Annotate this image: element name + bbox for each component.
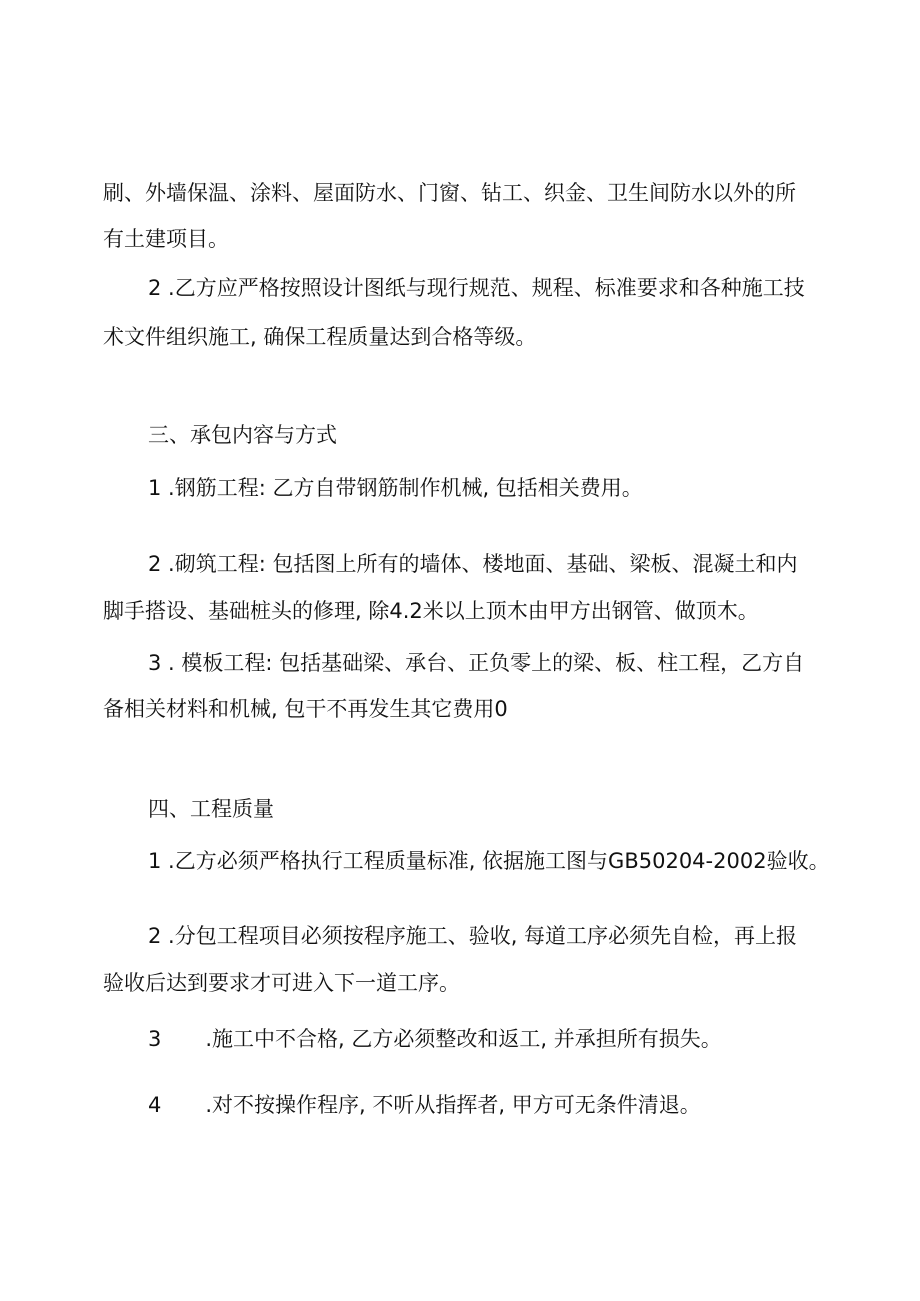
text-line: 备相关材料和机械, 包干不再发生其它费用0 xyxy=(103,697,508,721)
list-item xyxy=(148,1025,722,1053)
text-line: 1 .乙方必须严格执行工程质量标准, 依据施工图与GB50204-2002验收。 xyxy=(148,849,830,873)
text-line: 术文件组织施工, 确保工程质量达到合格等级。 xyxy=(103,325,537,349)
item-text: .施工中不合格, 乙方必须整改和返工, 并承担所有损失。 xyxy=(205,1027,722,1051)
text-line: 2 .分包工程项目必须按程序施工、验收, 每道工序必须先自检，再上报 xyxy=(148,924,798,948)
text-line: 3 . 模板工程: 包括基础梁、承台、正负零上的梁、板、柱工程，乙方自 xyxy=(148,651,805,675)
list-item xyxy=(148,1091,701,1119)
text-line: 2 .砌筑工程: 包括图上所有的墙体、楼地面、基础、梁板、混凝土和内 xyxy=(148,552,798,576)
item-number: 3 xyxy=(148,1027,162,1051)
text-line: 2 .乙方应严格按照设计图纸与现行规范、规程、标准要求和各种施工技 xyxy=(148,276,805,300)
text-line: 刷、外墙保温、涂料、屋面防水、门窗、钻工、织金、卫生间防水以外的所 xyxy=(103,181,796,205)
text-line: 1 .钢筋工程: 乙方自带钢筋制作机械, 包括相关费用。 xyxy=(148,476,643,500)
section-heading: 三、承包内容与方式 xyxy=(148,423,337,447)
text-line: 脚手搭设、基础桩头的修理, 除4.2米以上顶木由甲方出钢管、做顶木。 xyxy=(103,599,759,623)
text-line: 有土建项目。 xyxy=(103,227,229,251)
text-line: 验收后达到要求才可进入下一道工序。 xyxy=(103,971,460,995)
section-heading: 四、工程质量 xyxy=(148,797,274,821)
item-text: .对不按操作程序, 不听从指挥者, 甲方可无条件清退。 xyxy=(205,1093,701,1117)
item-number: 4 xyxy=(148,1093,162,1117)
